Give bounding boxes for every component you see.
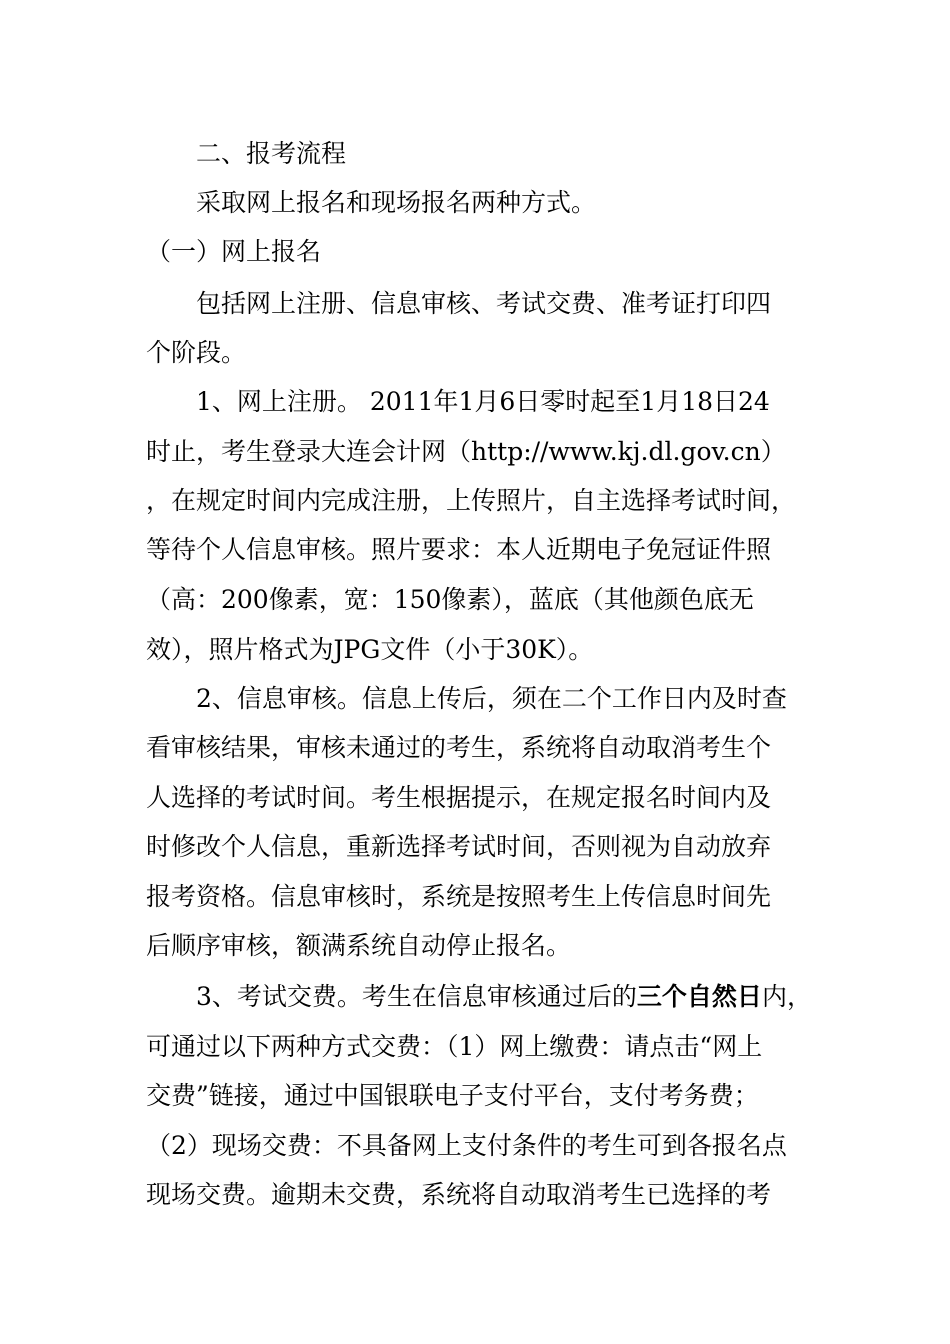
step1-line-4: 等待个人信息审核。照片要求：本人近期电子免冠证件照: [146, 535, 772, 564]
step2-line-6: 后顺序审核，额满系统自动停止报名。: [146, 931, 572, 960]
section-heading: 二、报考流程: [196, 139, 347, 168]
step1-line-2: 时止，考生登录大连会计网（http://www.kj.dl.gov.cn）: [146, 437, 786, 466]
intro-paragraph: 采取网上报名和现场报名两种方式。: [196, 188, 597, 217]
step3-line-5: 现场交费。逾期未交费，系统将自动取消考生已选择的考: [146, 1180, 772, 1209]
step3-line-1-post: 内，: [761, 982, 812, 1011]
step2-line-5: 报考资格。信息审核时，系统是按照考生上传信息时间先: [146, 882, 772, 911]
step2-line-2: 看审核结果，审核未通过的考生，系统将自动取消考生个: [146, 733, 772, 762]
step3-line-1: [196, 982, 812, 1012]
step2-line-3: 人选择的考试时间。考生根据提示，在规定报名时间内及: [146, 783, 772, 812]
step3-emphasis: 三个自然日: [636, 982, 762, 1011]
step1-line-3: ，在规定时间内完成注册，上传照片，自主选择考试时间，: [146, 486, 797, 515]
step3-line-2: 可通过以下两种方式交费：（1）网上缴费：请点击“网上: [146, 1032, 763, 1061]
step1-line-1: 1、网上注册。 2011年1月6日零时起至1月18日24: [196, 387, 770, 416]
step3-line-3: 交费”链接，通过中国银联电子支付平台，支付考务费；: [146, 1081, 759, 1110]
overview-line-2: 个阶段。: [146, 338, 247, 367]
step2-line-4: 时修改个人信息，重新选择考试时间，否则视为自动放弃: [146, 832, 772, 861]
step2-line-1: 2、信息审核。信息上传后，须在二个工作日内及时查: [196, 684, 787, 713]
step1-line-6: 效），照片格式为JPG文件（小于30K）。: [146, 635, 594, 664]
overview-line-1: 包括网上注册、信息审核、考试交费、准考证打印四: [196, 289, 772, 318]
step1-line-5: （高：200像素，宽：150像素），蓝底（其他颜色底无: [146, 585, 754, 614]
step3-line-1-pre: 3、考试交费。考生在信息审核通过后的: [196, 982, 637, 1011]
subsection-heading: （一）网上报名: [146, 237, 322, 266]
step3-line-4: （2）现场交费：不具备网上支付条件的考生可到各报名点: [146, 1131, 787, 1160]
